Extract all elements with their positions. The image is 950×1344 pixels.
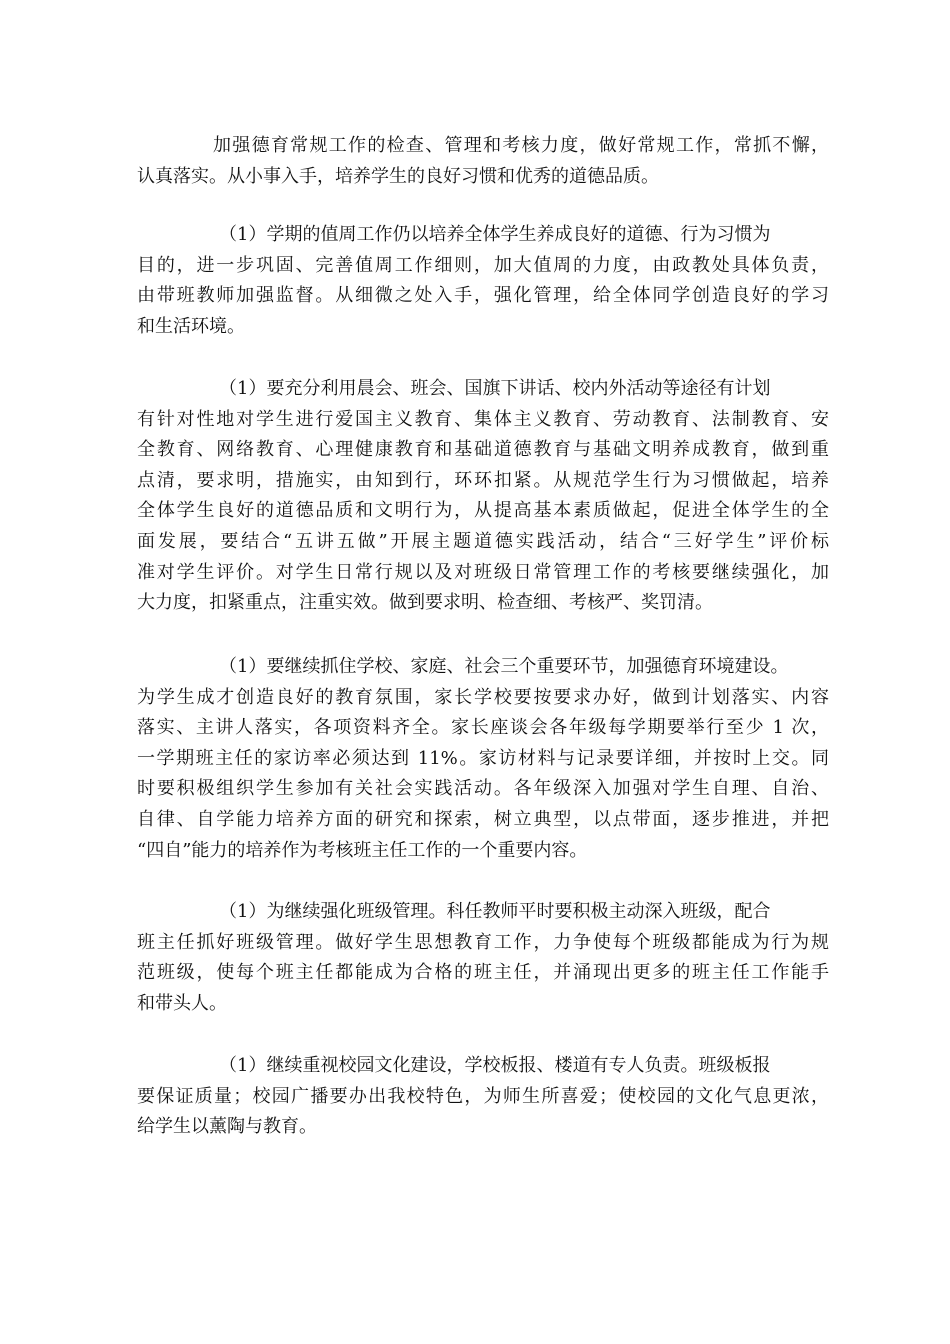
paragraph-line: 目的，进一步巩固、完善值周工作细则，加大值周的力度，由政教处具体负责， [137,254,829,276]
paragraph-line: 全教育、网络教育、心理健康教育和基础道德教育与基础文明养成教育，做到重 [137,439,829,461]
paragraph-1 [137,131,829,192]
paragraph-line: （1）为继续强化班级管理。科任教师平时要积极主动深入班级，配合 [219,901,771,922]
paragraph-line: 有针对性地对学生进行爱国主义教育、集体主义教育、劳动教育、法制教育、安 [137,408,829,430]
paragraph-line: 落实、主讲人落实，各项资料齐全。家长座谈会各年级每学期要举行至少 1 次， [137,717,829,739]
paragraph-4 [137,652,829,866]
paragraph-line: “四自”能力的培养作为考核班主任工作的一个重要内容。 [137,839,588,861]
paragraph-line: （1）要充分利用晨会、班会、国旗下讲话、校内外活动等途径有计划 [219,378,771,399]
paragraph-line: 时要积极组织学生参加有关社会实践活动。各年级深入加强对学生自理、自治、 [137,778,829,800]
paragraph-6 [137,1051,829,1143]
paragraph-line: 准对学生评价。对学生日常行规以及对班级日常管理工作的考核要继续强化，加 [137,561,829,583]
paragraph-line: 和生活环境。 [137,315,245,337]
paragraph-line: 面发展，要结合“五讲五做”开展主题道德实践活动，结合“三好学生”评价标 [137,530,829,552]
paragraph-3 [137,374,829,619]
paragraph-line: 点清，要求明，措施实，由知到行，环环扣紧。从规范学生行为习惯做起，培养 [137,469,829,491]
paragraph-line: 自律、自学能力培养方面的研究和探索，树立典型，以点带面，逐步推进，并把 [137,808,829,830]
paragraph-line: 加强德育常规工作的检查、管理和考核力度，做好常规工作，常抓不懈， [213,135,829,156]
paragraph-line: （1）要继续抓住学校、家庭、社会三个重要环节，加强德育环境建设。 [219,656,789,677]
paragraph-line: 为学生成才创造良好的教育氛围，家长学校要按要求办好，做到计划落实、内容 [137,686,829,708]
paragraph-line: （1）学期的值周工作仍以培养全体学生养成良好的道德、行为习惯为 [219,224,771,245]
paragraph-5 [137,897,829,1019]
paragraph-2 [137,220,829,342]
paragraph-line: 班主任抓好班级管理。做好学生思想教育工作，力争使每个班级都能成为行为规 [137,931,829,953]
paragraph-line: 范班级，使每个班主任都能成为合格的班主任，并涌现出更多的班主任工作能手 [137,962,829,984]
paragraph-line: （1）继续重视校园文化建设，学校板报、楼道有专人负责。班级板报 [219,1055,771,1076]
paragraph-line: 由带班教师加强监督。从细微之处入手，强化管理，给全体同学创造良好的学习 [137,285,829,307]
paragraph-line: 大力度，扣紧重点，注重实效。做到要求明、检查细、考核严、奖罚清。 [137,592,713,614]
paragraph-line: 给学生以薰陶与教育。 [137,1116,317,1138]
paragraph-line: 认真落实。从小事入手，培养学生的良好习惯和优秀的道德品质。 [137,165,659,187]
paragraph-line: 要保证质量；校园广播要办出我校特色，为师生所喜爱；使校园的文化气息更浓， [137,1085,829,1107]
paragraph-line: 全体学生良好的道德品质和文明行为，从提高基本素质做起，促进全体学生的全 [137,500,829,522]
paragraph-line: 和带头人。 [137,992,227,1014]
paragraph-line: 一学期班主任的家访率必须达到 11%。家访材料与记录要详细，并按时上交。同 [137,747,829,769]
